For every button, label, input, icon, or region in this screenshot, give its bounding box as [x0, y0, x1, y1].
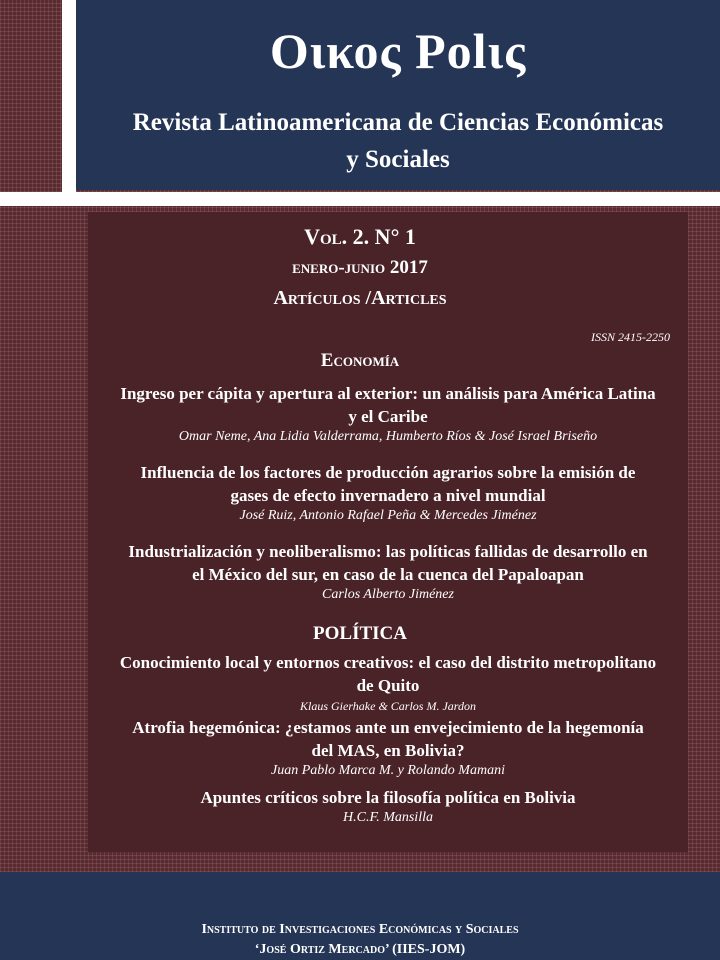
- article-authors: H.C.F. Mansilla: [343, 810, 433, 825]
- article-title: Apuntes críticos sobre la filosofía política en Bolivia: [200, 788, 576, 807]
- article-title: Ingreso per cápita y apertura al exterior: un análisis para América Latina: [120, 384, 656, 403]
- journal-subtitle: [86, 104, 710, 178]
- article-authors: Klaus Gierhake & Carlos M. Jardon: [300, 699, 476, 713]
- article-title-cont: el México del sur, en caso de la cuenca del Papaloapan: [192, 565, 584, 584]
- issn-label: ISSN 2415-2250: [591, 330, 670, 344]
- journal-header: [76, 0, 720, 190]
- article-title-cont: gases de efecto invernadero a nivel mundial: [230, 486, 546, 505]
- section-politica: POLÍTICA: [313, 623, 407, 644]
- journal-subtitle-line1: Revista Latinoamericana de Ciencias Económicas: [132, 109, 664, 136]
- article-4: [88, 651, 688, 715]
- institute-name-cont: ‘José Ortiz Mercado’ (IIES-JOM): [254, 942, 466, 957]
- article-title-cont: de Quito: [356, 676, 420, 695]
- issue-volume: Vol. 2. N° 1: [304, 224, 416, 249]
- article-title-cont: y el Caribe: [348, 407, 428, 426]
- article-1: [88, 382, 688, 446]
- issue-date: enero-junio 2017: [292, 257, 428, 278]
- header-left-divider: [62, 0, 76, 192]
- institute-footer: [0, 872, 720, 960]
- articles-heading: Artículos /Articles: [273, 287, 447, 309]
- section-economia: Economía: [320, 350, 400, 371]
- article-3: [88, 540, 688, 604]
- article-title: Influencia de los factores de producción agrarios sobre la emisión de: [140, 463, 636, 482]
- institute-name: Instituto de Investigaciones Económicas y Sociales: [201, 922, 519, 937]
- article-5: [88, 716, 688, 780]
- journal-subtitle-line2: y Sociales: [346, 146, 450, 173]
- article-6: [88, 786, 688, 827]
- article-2: [88, 461, 688, 525]
- article-title: Conocimiento local y entornos creativos: el caso del distrito metropolitano: [119, 653, 657, 672]
- header-bottom-divider: [0, 192, 720, 206]
- article-title: Atrofia hegemónica: ¿estamos ante un envejecimiento de la hegemonía: [132, 718, 644, 737]
- article-title: Industrialización y neoliberalismo: las políticas fallidas de desarrollo en: [128, 542, 648, 561]
- article-authors: Omar Neme, Ana Lidia Valderrama, Humberto Ríos & José Israel Briseño: [178, 429, 598, 444]
- journal-title: Οικος Polις: [269, 23, 527, 79]
- article-authors: Carlos Alberto Jiménez: [322, 587, 454, 602]
- article-title-cont: del MAS, en Bolivia?: [311, 741, 465, 760]
- article-authors: José Ruiz, Antonio Rafael Peña & Mercedes Jiménez: [239, 508, 537, 523]
- article-authors: Juan Pablo Marca M. y Rolando Mamani: [271, 763, 505, 778]
